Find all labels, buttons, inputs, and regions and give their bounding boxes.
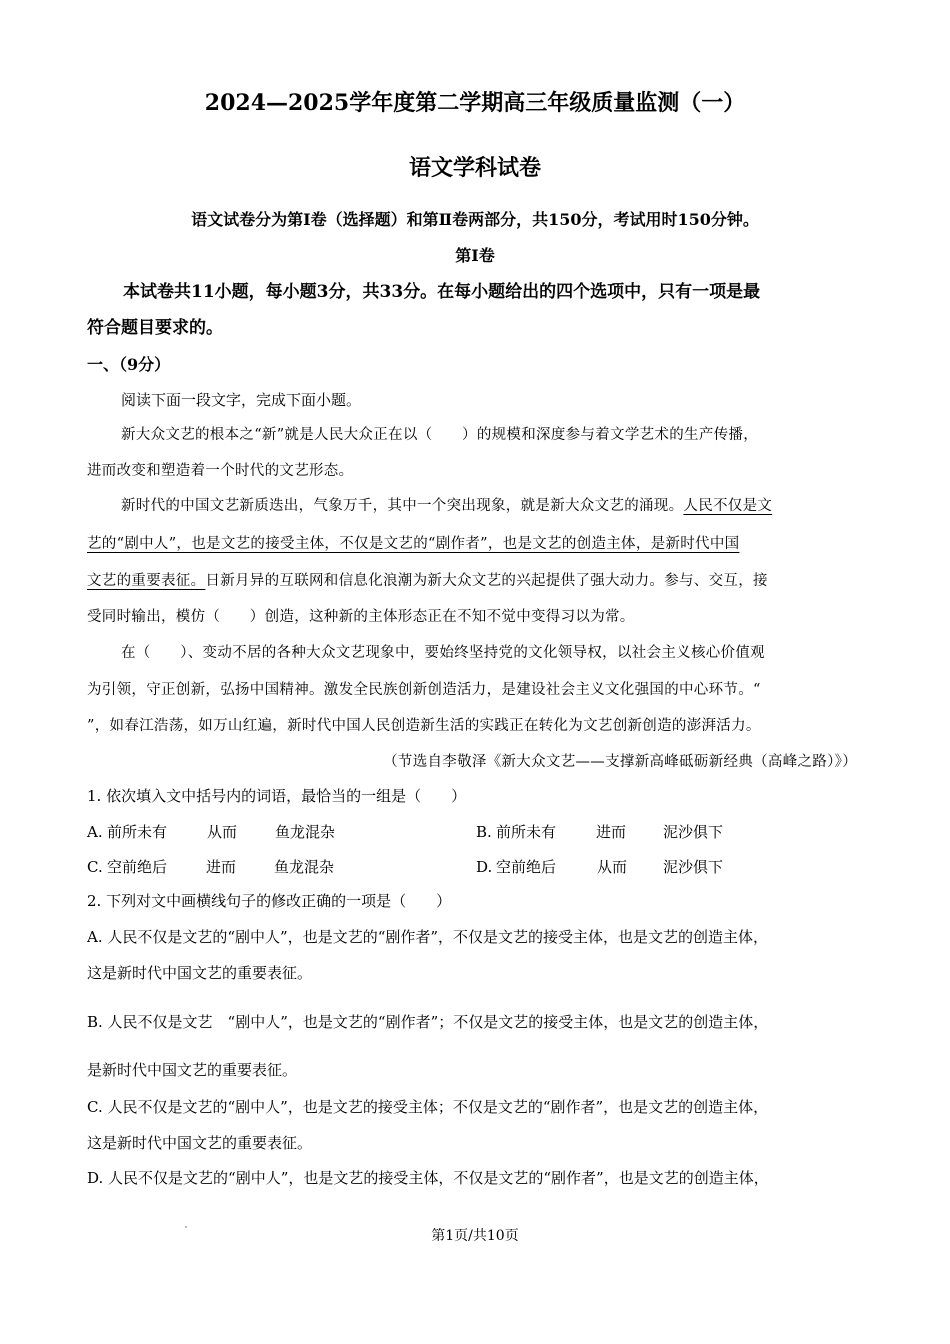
passage-p3-line3: ”，如春江浩荡，如万山红遍，新时代中国人民创造新生活的实践正在转化为文艺创新创造的澎湃活力。 bbox=[87, 718, 761, 734]
passage-p3-line1: 在（ ）、变动不居的各种大众文艺现象中，要始终坚持党的文化领导权，以社会主义核心价值观 bbox=[121, 645, 765, 661]
q1-option-b-letter: B. bbox=[476, 823, 492, 841]
question-2-stem: 2. 下列对文中画横线句子的修改正确的一项是（ ） bbox=[87, 892, 452, 910]
q2-option-a-cont: 这是新时代中国文艺的重要表征。 bbox=[87, 964, 313, 982]
section-directive: 阅读下面一段文字，完成下面小题。 bbox=[121, 391, 362, 409]
q1-option-b-word3: 泥沙俱下 bbox=[663, 823, 724, 841]
q1-option-c-word3: 鱼龙混杂 bbox=[274, 858, 335, 876]
q1-option-b[interactable] bbox=[476, 822, 723, 842]
page-number: 第1页/共10页 bbox=[431, 1228, 519, 1244]
q2-option-a[interactable]: A. 人民不仅是文艺的“剧中人”，也是文艺的“剧作者”，不仅是文艺的接受主体，也是文艺的创造主体， bbox=[87, 928, 769, 946]
underlined-sentence-start: 人民不仅是文 bbox=[683, 498, 773, 514]
q2-option-b[interactable]: B. 人民不仅是文艺 “剧中人”，也是文艺的“剧作者”；不仅是文艺的接受主体，也是文艺的创造主体， bbox=[87, 1013, 769, 1031]
q1-option-a-letter: A. bbox=[87, 823, 103, 841]
q1-option-c[interactable] bbox=[87, 857, 334, 877]
passage-p1-line1: 新大众文艺的根本之“新”就是人民大众正在以（ ）的规模和深度参与着文学艺术的生产传播， bbox=[121, 427, 759, 443]
q2-option-d[interactable]: D. 人民不仅是文艺的“剧中人”，也是文艺的接受主体，不仅是文艺的“剧作者”，也是文艺的创造主体， bbox=[87, 1169, 769, 1187]
passage-source: （节选自李敬泽《新大众文艺——支撑新高峰砥砺新经典（高峰之路）》） bbox=[383, 754, 857, 770]
q1-option-d[interactable] bbox=[476, 857, 723, 877]
section-label: 一、（9分） bbox=[87, 355, 171, 374]
q1-option-c-letter: C. bbox=[87, 858, 103, 876]
q1-option-b-word2: 进而 bbox=[596, 823, 627, 841]
q1-option-d-word1: 空前绝后 bbox=[496, 858, 557, 876]
q1-option-d-letter: D. bbox=[476, 858, 493, 876]
passage-p1-line2: 进而改变和塑造着一个时代的文艺形态。 bbox=[87, 463, 354, 479]
passage-p2-line3-plain: 日新月异的互联网和信息化浪潮为新大众文艺的兴起提供了强大动力。参与、交互，接 bbox=[205, 573, 768, 589]
underlined-sentence-middle: 艺的“剧中人”，也是文艺的接受主体，不仅是文艺的“剧作者”，也是文艺的创造主体，是新时代中国 bbox=[87, 536, 740, 552]
q2-option-c-cont: 这是新时代中国文艺的重要表征。 bbox=[87, 1134, 313, 1152]
passage-p2-line1 bbox=[121, 496, 772, 516]
q1-option-d-word2: 从而 bbox=[597, 858, 628, 876]
exam-subtitle: 语文学科试卷 bbox=[408, 155, 541, 181]
question-1-stem: 1. 依次填入文中括号内的词语，最恰当的一组是（ ） bbox=[87, 787, 467, 805]
passage-p2-line3 bbox=[87, 571, 768, 591]
q1-option-a-word3: 鱼龙混杂 bbox=[275, 823, 336, 841]
q2-option-b-cont: 是新时代中国文艺的重要表征。 bbox=[87, 1061, 298, 1079]
q1-option-d-word3: 泥沙俱下 bbox=[663, 858, 724, 876]
passage-p3-line2: 为引领，守正创新，弘扬中国精神。激发全民族创新创造活力，是建设社会主义文化强国的中心环节。“ bbox=[87, 682, 761, 698]
instructions-line-1: 本试卷共11小题，每小题3分，共33分。在每小题给出的四个选项中，只有一项是最 bbox=[123, 282, 761, 302]
underlined-sentence-end: 文艺的重要表征。 bbox=[87, 573, 206, 589]
q1-option-b-word1: 前所未有 bbox=[496, 823, 557, 841]
q1-option-c-word1: 空前绝后 bbox=[107, 858, 168, 876]
instructions-line-2: 符合题目要求的。 bbox=[87, 318, 223, 338]
exam-intro: 语文试卷分为第Ⅰ卷（选择题）和第Ⅱ卷两部分，共150分，考试用时150分钟。 bbox=[191, 210, 759, 229]
exam-title: 2024—2025学年度第二学期高三年级质量监测（一） bbox=[204, 90, 746, 116]
q1-option-a-word1: 前所未有 bbox=[107, 823, 168, 841]
q1-option-a-word2: 从而 bbox=[207, 823, 238, 841]
passage-p2-line4: 受同时输出，模仿（ ）创造，这种新的主体形态正在不知不觉中变得习以为常。 bbox=[87, 609, 635, 625]
q2-option-c[interactable]: C. 人民不仅是文艺的“剧中人”，也是文艺的接受主体；不仅是文艺的“剧作者”，也是文艺的创造主体， bbox=[87, 1098, 769, 1116]
part-label: 第Ⅰ卷 bbox=[455, 246, 495, 265]
q1-option-c-word2: 进而 bbox=[206, 858, 237, 876]
passage-p2-line1-plain: 新时代的中国文艺新质迭出，气象万千，其中一个突出现象，就是新大众文艺的涌现。 bbox=[121, 498, 684, 514]
q1-option-a[interactable] bbox=[87, 822, 335, 842]
